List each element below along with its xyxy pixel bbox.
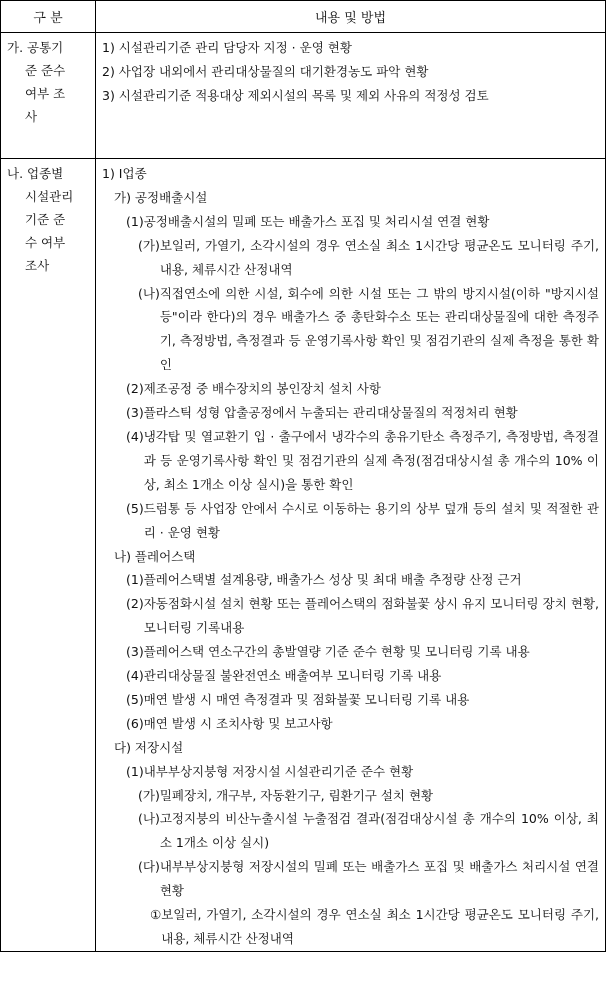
list-item <box>96 712 605 736</box>
category-line: 준 준수 <box>25 63 66 78</box>
item-marker: (4) <box>126 668 144 684</box>
item-text: 플레어스택 연소구간의 총발열량 기준 준수 현황 및 모니터링 기록 내용 <box>143 644 530 660</box>
list-item <box>96 377 605 401</box>
item-text: 매연 발생 시 매연 측정결과 및 점화불꽃 모니터링 기록 내용 <box>143 691 470 707</box>
item-text: 보일러, 가열기, 소각시설의 경우 연소실 최소 1시간당 평균온도 모니터링 주기, 내용, 체류시간 산정내역 <box>161 907 599 946</box>
list-item <box>96 640 605 664</box>
list-item <box>96 592 605 640</box>
list-item <box>96 401 605 425</box>
item-marker: (2) <box>126 381 144 397</box>
list-item <box>96 807 605 855</box>
row-common-standard <box>1 33 606 159</box>
item-marker: (6) <box>126 715 144 731</box>
list-item <box>96 855 605 903</box>
item-marker: (3) <box>126 405 144 421</box>
item-text: 보일러, 가열기, 소각시설의 경우 연소실 최소 1시간당 평균온도 모니터링 주기, 내용, 체류시간 산정내역 <box>159 237 599 277</box>
subsection-heading: 가) 공정배출시설 <box>114 189 208 205</box>
header-category: 구 분 <box>1 1 96 33</box>
item-marker: (다) <box>138 859 160 875</box>
category-line: 나. 업종별 <box>7 166 64 181</box>
row-industry-standard <box>1 159 606 952</box>
item-marker: (1) <box>126 763 144 779</box>
item-text: 내부부상지붕형 저장시설 시설관리기준 준수 현황 <box>143 763 414 779</box>
item-text: 드럼통 등 사업장 안에서 수시로 이동하는 용기의 상부 덮개 등의 설치 및 적절한 관리 · 운영 현황 <box>143 500 599 540</box>
item-marker: (2) <box>126 596 144 612</box>
item-marker: (4) <box>126 428 144 444</box>
item-text: 자동점화시설 설치 현황 또는 플레어스택의 점화불꽃 상시 유지 모니터링 장치 현황, 모니터링 기록내용 <box>143 596 599 636</box>
item-marker: (나) <box>138 811 160 827</box>
list-item <box>96 234 605 282</box>
item-text: 플라스틱 성형 압출공정에서 누출되는 관리대상물질의 적정처리 현황 <box>143 405 518 421</box>
list-item <box>96 664 605 688</box>
list-item: 3) 시설관리기준 적용대상 제외시설의 목록 및 제외 사유의 적정성 검토 <box>102 87 489 103</box>
item-marker: (5) <box>126 500 144 516</box>
list-item <box>96 282 605 378</box>
item-text: 관리대상물질 불완전연소 배출여부 모니터링 기록 내용 <box>143 668 442 684</box>
list-item: 2) 사업장 내외에서 관리대상물질의 대기환경농도 파악 현황 <box>102 63 429 79</box>
list-item <box>96 760 605 784</box>
list-item <box>96 568 605 592</box>
table-header-row <box>1 1 606 33</box>
item-text: 냉각탑 및 열교환기 입 · 출구에서 냉각수의 총유기탄소 측정주기, 측정방법, 측정결과 등 운영기록사항 확인 및 점검기관의 실제 측정(점검대상시설 총 개수의 10% 이상, 최소 1개소 이상 실시)을 통한 확인 <box>143 428 599 492</box>
header-content: 내용 및 방법 <box>96 1 606 33</box>
item-marker: ① <box>150 907 162 923</box>
item-text: 고정지붕의 비산누출시설 누출점검 결과(점검대상시설 총 개수의 10% 이상, 최소 1개소 이상 실시) <box>159 811 599 851</box>
category-line: 기준 준 <box>25 212 66 227</box>
list-item <box>96 497 605 545</box>
content-industry-standard <box>96 159 606 952</box>
category-line: 시설관리 <box>25 189 74 204</box>
content-common-standard <box>96 33 606 159</box>
category-common-standard <box>1 33 96 159</box>
item-text: 매연 발생 시 조치사항 및 보고사항 <box>143 715 333 731</box>
item-marker: (1) <box>126 213 144 229</box>
category-line: 조사 <box>25 258 50 273</box>
category-line: 사 <box>25 109 38 124</box>
item-text: 내부부상지붕형 저장시설의 밀폐 또는 배출가스 포집 및 배출가스 처리시설 연결 현황 <box>159 859 599 899</box>
item-marker: (5) <box>126 691 144 707</box>
item-text: 직접연소에 의한 시설, 회수에 의한 시설 또는 그 밖의 방지시설(이하 "방지시설등"이라 한다)의 경우 배출가스 중 총탄화수소 또는 관리대상물질에 대한 측정주기, 측정방법, 측정결과 등 운영기록사항 확인 및 점검기관의 실제 측정을 통한 확인 <box>159 285 599 373</box>
item-marker: (3) <box>126 644 144 660</box>
category-line: 가. 공통기 <box>7 40 64 55</box>
item-marker: (1) <box>126 572 144 588</box>
list-item <box>96 210 605 234</box>
category-line: 여부 조 <box>25 86 66 101</box>
item-text: 밀폐장치, 개구부, 자동환기구, 림환기구 설치 현황 <box>159 787 434 803</box>
list-item <box>96 903 605 951</box>
item-marker: (가) <box>138 787 160 803</box>
list-item: 1) 시설관리기준 관리 담당자 지정 · 운영 현황 <box>102 40 352 55</box>
category-line: 수 여부 <box>25 235 66 250</box>
item-text: 제조공정 중 배수장치의 봉인장치 설치 사항 <box>143 381 381 397</box>
subsection-heading: 나) 플레어스택 <box>114 548 196 564</box>
item-marker: (나) <box>138 285 160 301</box>
list-item <box>96 688 605 712</box>
item-marker: (가) <box>138 237 160 253</box>
category-industry-standard <box>1 159 96 952</box>
item-text: 플레어스택별 설계용량, 배출가스 성상 및 최대 배출 추정량 산정 근거 <box>143 572 522 588</box>
list-item <box>96 425 605 497</box>
list-item: 1) Ⅰ업종 <box>102 166 147 181</box>
subsection-heading: 다) 저장시설 <box>114 739 184 755</box>
item-text: 공정배출시설의 밀폐 또는 배출가스 포집 및 처리시설 연결 현황 <box>143 213 490 229</box>
list-item <box>96 784 605 808</box>
